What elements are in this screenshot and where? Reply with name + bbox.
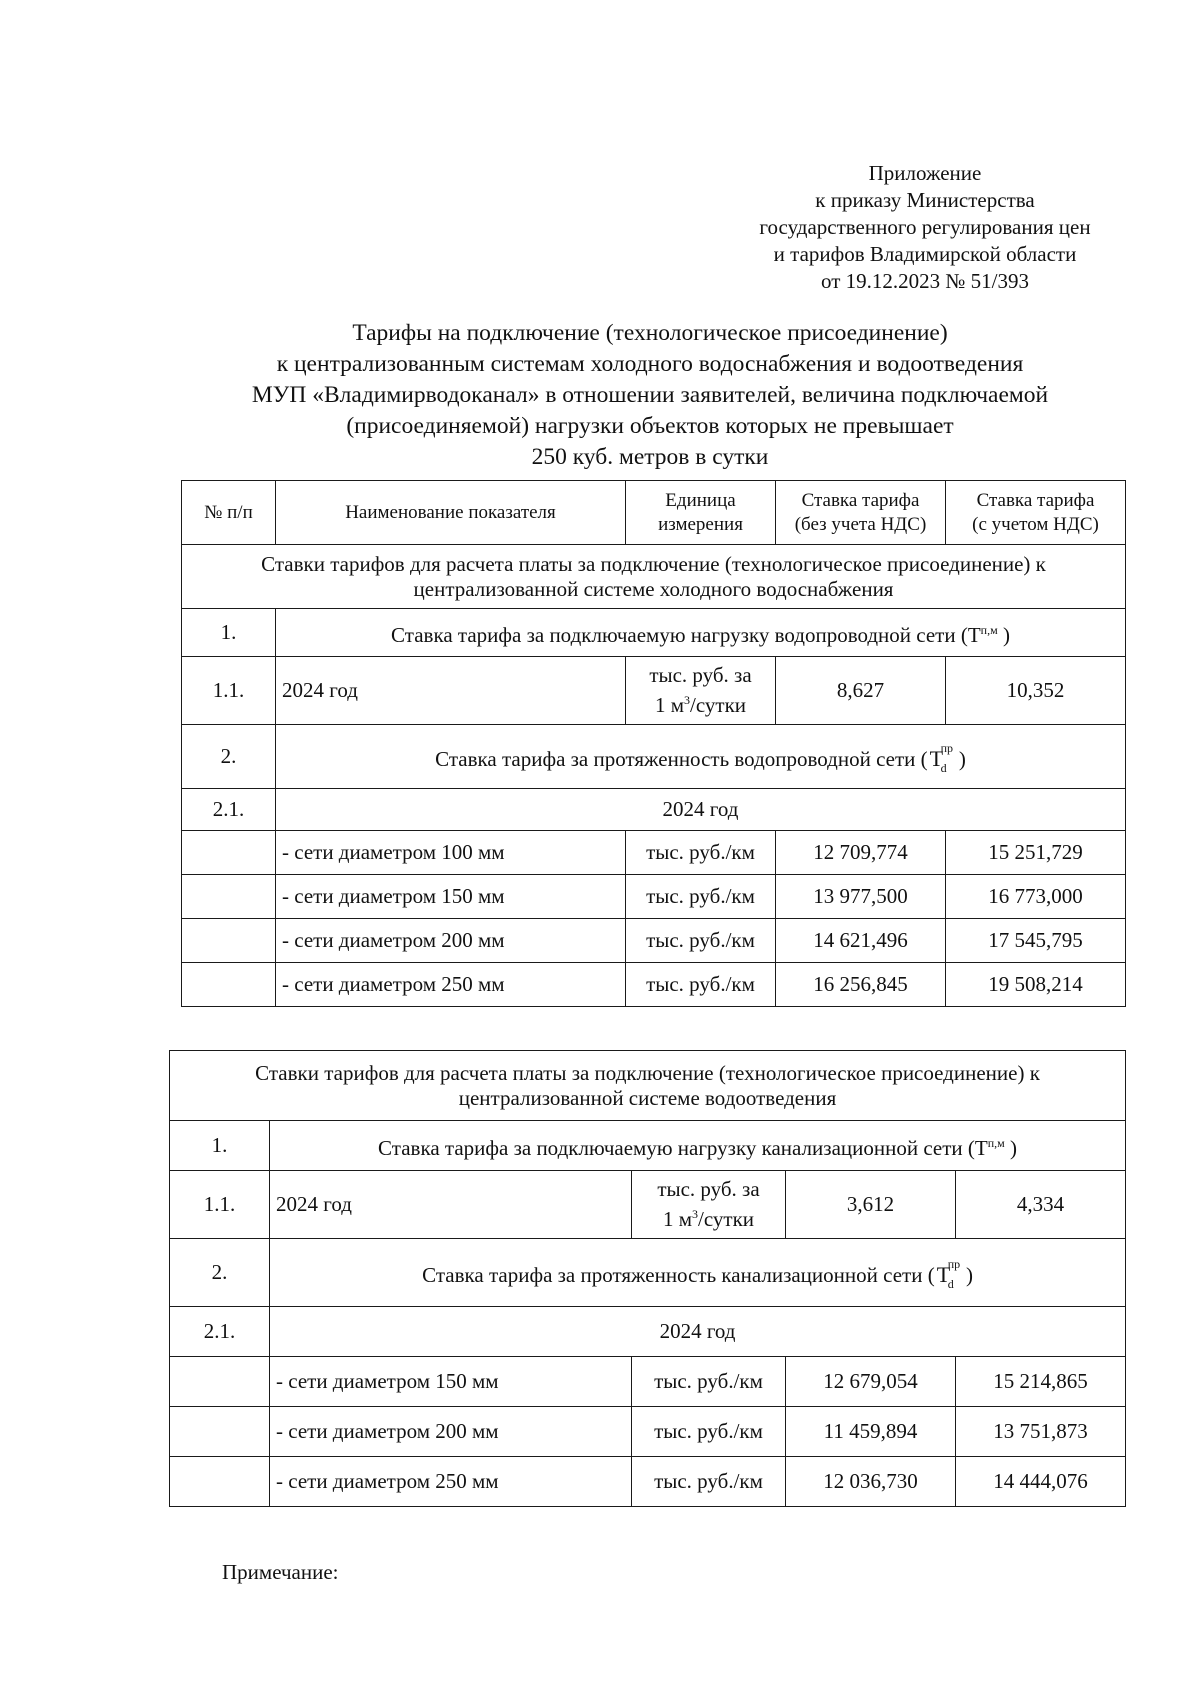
row-rate-vat: 16 773,000 (946, 875, 1126, 919)
water-item1-label: Ставка тарифа за подключаемую нагрузку водопроводной сети ($Т^{п,м}$ ) (276, 609, 1126, 657)
tariff-symbol: T пр d (936, 1256, 961, 1291)
row-year: 2024 год (270, 1307, 1126, 1357)
appendix-line: и тарифов Владимирской области (773, 242, 1077, 266)
row-name: - сети диаметром 150 мм (270, 1357, 632, 1407)
row-rate-no-vat: 11 459,894 (786, 1407, 956, 1457)
row-name: - сети диаметром 150 мм (276, 875, 626, 919)
row-year: 2024 год (276, 789, 1126, 831)
row-rate-vat: 15 214,865 (956, 1357, 1126, 1407)
header-unit: Единица измерения (626, 481, 776, 545)
water-item2-label: Ставка тарифа за протяженность водопроводной сети ( T пр d ) (276, 725, 1126, 789)
table-row (182, 875, 1126, 919)
row-num: 2. (170, 1239, 270, 1307)
row-rate-no-vat: 12 679,054 (786, 1357, 956, 1407)
row-unit: тыс. руб. за 1 $м^3$/сутки (632, 1171, 786, 1239)
table-row (182, 919, 1126, 963)
sewer-tariff-table (169, 1050, 1126, 1507)
row-rate-no-vat: 12 036,730 (786, 1457, 956, 1507)
row-unit: тыс. руб./км (626, 963, 776, 1007)
header-rate-no-vat: Ставка тарифа (без учета НДС) (776, 481, 946, 545)
sewer-item1-label: Ставка тарифа за подключаемую нагрузку канализационной сети ($Т^{п,м}$ ) (270, 1121, 1126, 1171)
row-num: 1. (182, 609, 276, 657)
row-num: 2. (182, 725, 276, 789)
appendix-line: от 19.12.2023 № 51/393 (820, 269, 1030, 293)
row-rate-no-vat: 14 621,496 (776, 919, 946, 963)
sewer-item2-label: Ставка тарифа за протяженность канализационной сети ( T пр d ) (270, 1239, 1126, 1307)
header-num: № п/п (182, 481, 276, 545)
appendix-line: Приложение (868, 161, 982, 185)
appendix-block (730, 160, 1120, 295)
table-row (170, 1307, 1126, 1357)
row-name: - сети диаметром 250 мм (270, 1457, 632, 1507)
row-rate-no-vat: 16 256,845 (776, 963, 946, 1007)
section-row (182, 545, 1126, 609)
row-rate-no-vat: 3,612 (786, 1171, 956, 1239)
row-rate-vat: 17 545,795 (946, 919, 1126, 963)
table-row (182, 609, 1126, 657)
table-row (170, 1239, 1126, 1307)
row-name: - сети диаметром 200 мм (276, 919, 626, 963)
title-line: к централизованным системам холодного водоснабжения и водоотведения (276, 351, 1024, 377)
tariff-symbol: T пр d (929, 740, 954, 775)
table-row (182, 725, 1126, 789)
row-rate-vat: 4,334 (956, 1171, 1126, 1239)
row-num (170, 1357, 270, 1407)
appendix-line: к приказу Министерства (815, 188, 1035, 212)
row-unit: тыс. руб./км (632, 1457, 786, 1507)
table-row (170, 1171, 1126, 1239)
row-rate-vat: 14 444,076 (956, 1457, 1126, 1507)
row-name: 2024 год (270, 1171, 632, 1239)
row-num (182, 875, 276, 919)
note-label: Примечание: (222, 1560, 339, 1584)
row-num (182, 831, 276, 875)
table-row (170, 1457, 1126, 1507)
row-rate-no-vat: 12 709,774 (776, 831, 946, 875)
table-header-row (182, 481, 1126, 545)
title-line: 250 куб. метров в сутки (531, 444, 769, 470)
header-rate-vat: Ставка тарифа (с учетом НДС) (946, 481, 1126, 545)
document-title (160, 318, 1140, 473)
row-unit: тыс. руб./км (632, 1407, 786, 1457)
table-row (170, 1121, 1126, 1171)
row-num (182, 919, 276, 963)
title-line: МУП «Владимирводоканал» в отношении заявителей, величина подключаемой (251, 382, 1049, 408)
row-name: - сети диаметром 100 мм (276, 831, 626, 875)
row-rate-vat: 15 251,729 (946, 831, 1126, 875)
sewer-section-title: Ставки тарифов для расчета платы за подключение (технологическое присоединение) к централизованной системе водоотведения (170, 1051, 1126, 1121)
row-num (170, 1407, 270, 1457)
row-unit: тыс. руб./км (632, 1357, 786, 1407)
row-name: - сети диаметром 250 мм (276, 963, 626, 1007)
table-row (182, 789, 1126, 831)
title-line: Тарифы на подключение (технологическое присоединение) (352, 320, 948, 346)
row-num: 2.1. (182, 789, 276, 831)
table-row (170, 1407, 1126, 1457)
table-row (170, 1357, 1126, 1407)
row-unit: тыс. руб./км (626, 831, 776, 875)
appendix-line: государственного регулирования цен (759, 215, 1091, 239)
water-tariff-table (181, 480, 1126, 1007)
row-num: 1.1. (182, 657, 276, 725)
section-row (170, 1051, 1126, 1121)
row-rate-vat: 10,352 (946, 657, 1126, 725)
table-row (182, 831, 1126, 875)
water-section-title: Ставки тарифов для расчета платы за подключение (технологическое присоединение) к централизованной системе холодного водоснабжения (182, 545, 1126, 609)
row-unit: тыс. руб./км (626, 919, 776, 963)
row-name: - сети диаметром 200 мм (270, 1407, 632, 1457)
row-num (182, 963, 276, 1007)
table-row (182, 657, 1126, 725)
row-rate-no-vat: 8,627 (776, 657, 946, 725)
row-rate-vat: 19 508,214 (946, 963, 1126, 1007)
row-num: 1.1. (170, 1171, 270, 1239)
table-row (182, 963, 1126, 1007)
row-rate-vat: 13 751,873 (956, 1407, 1126, 1457)
row-num: 1. (170, 1121, 270, 1171)
row-num (170, 1457, 270, 1507)
header-name: Наименование показателя (276, 481, 626, 545)
row-rate-no-vat: 13 977,500 (776, 875, 946, 919)
title-line: (присоединяемой) нагрузки объектов которых не превышает (346, 413, 954, 439)
row-unit: тыс. руб./км (626, 875, 776, 919)
row-name: 2024 год (276, 657, 626, 725)
row-num: 2.1. (170, 1307, 270, 1357)
row-unit: тыс. руб. за 1 $м^3$/сутки (626, 657, 776, 725)
